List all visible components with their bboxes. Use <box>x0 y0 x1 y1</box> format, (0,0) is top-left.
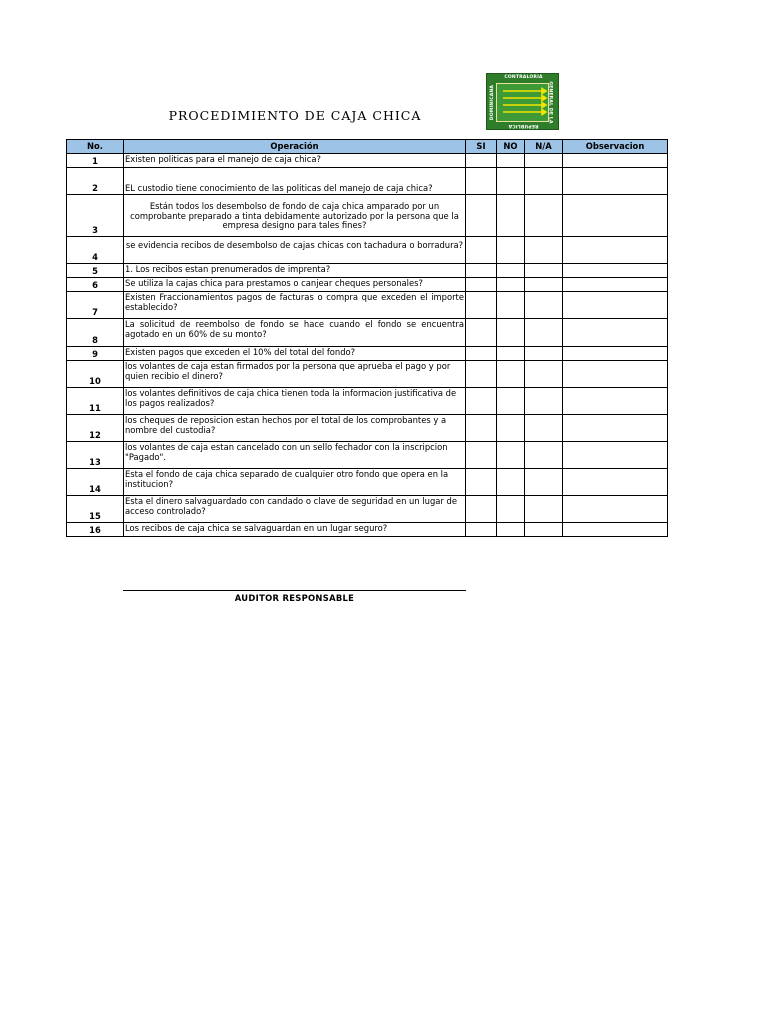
table-row <box>67 319 668 347</box>
na-cell[interactable] <box>525 292 563 319</box>
si-cell[interactable] <box>466 292 497 319</box>
row-number: 6 <box>67 278 124 292</box>
observacion-cell[interactable] <box>563 388 668 415</box>
na-cell[interactable] <box>525 469 563 496</box>
contraloria-logo <box>486 73 559 130</box>
si-cell[interactable] <box>466 523 497 537</box>
observacion-cell[interactable] <box>563 347 668 361</box>
observacion-cell[interactable] <box>563 237 668 264</box>
row-operation: los volantes definitivos de caja chica tienen toda la informacion justificativa de los pagos realizados? <box>124 388 466 415</box>
observacion-cell[interactable] <box>563 154 668 168</box>
row-number: 15 <box>67 496 124 523</box>
row-number: 4 <box>67 237 124 264</box>
no-cell[interactable] <box>497 278 525 292</box>
header-na: N/A <box>525 140 563 154</box>
observacion-cell[interactable] <box>563 278 668 292</box>
observacion-cell[interactable] <box>563 469 668 496</box>
na-cell[interactable] <box>525 442 563 469</box>
table-row <box>67 388 668 415</box>
no-cell[interactable] <box>497 292 525 319</box>
row-number: 13 <box>67 442 124 469</box>
row-operation: Están todos los desembolso de fondo de caja chica amparado por un comprobante preparado a tinta debidamente autorizado por la persona que la empresa designo para tales fines? <box>124 195 466 237</box>
row-operation: se evidencia recibos de desembolso de cajas chicas con tachadura o borradura? <box>124 237 466 264</box>
table-row <box>67 469 668 496</box>
no-cell[interactable] <box>497 264 525 278</box>
row-operation: 1. Los recibos estan prenumerados de imprenta? <box>124 264 466 278</box>
row-number: 2 <box>67 168 124 195</box>
signature-line <box>123 590 466 591</box>
table-row <box>67 264 668 278</box>
table-row <box>67 442 668 469</box>
row-operation: La solicitud de reembolso de fondo se hace cuando el fondo se encuentra agotado en un 60% de su monto? <box>124 319 466 347</box>
no-cell[interactable] <box>497 361 525 388</box>
table-row <box>67 347 668 361</box>
no-cell[interactable] <box>497 168 525 195</box>
row-operation: Existen Fraccionamientos pagos de facturas o compra que exceden el importe establecido? <box>124 292 466 319</box>
observacion-cell[interactable] <box>563 523 668 537</box>
row-number: 9 <box>67 347 124 361</box>
header-si: SI <box>466 140 497 154</box>
na-cell[interactable] <box>525 195 563 237</box>
no-cell[interactable] <box>497 195 525 237</box>
observacion-cell[interactable] <box>563 496 668 523</box>
observacion-cell[interactable] <box>563 319 668 347</box>
si-cell[interactable] <box>466 168 497 195</box>
no-cell[interactable] <box>497 523 525 537</box>
row-number: 12 <box>67 415 124 442</box>
si-cell[interactable] <box>466 442 497 469</box>
logo-text-bottom: REPUBLICA <box>508 123 539 128</box>
na-cell[interactable] <box>525 154 563 168</box>
row-number: 11 <box>67 388 124 415</box>
table-row <box>67 168 668 195</box>
si-cell[interactable] <box>466 237 497 264</box>
na-cell[interactable] <box>525 237 563 264</box>
no-cell[interactable] <box>497 347 525 361</box>
observacion-cell[interactable] <box>563 195 668 237</box>
si-cell[interactable] <box>466 415 497 442</box>
row-number: 8 <box>67 319 124 347</box>
no-cell[interactable] <box>497 319 525 347</box>
na-cell[interactable] <box>525 347 563 361</box>
na-cell[interactable] <box>525 168 563 195</box>
row-number: 1 <box>67 154 124 168</box>
document-title: PROCEDIMIENTO DE CAJA CHICA <box>168 108 422 123</box>
row-number: 10 <box>67 361 124 388</box>
si-cell[interactable] <box>466 496 497 523</box>
observacion-cell[interactable] <box>563 168 668 195</box>
table-row <box>67 154 668 168</box>
row-operation: EL custodio tiene conocimiento de las politicas del manejo de caja chica? <box>124 168 466 195</box>
na-cell[interactable] <box>525 496 563 523</box>
observacion-cell[interactable] <box>563 442 668 469</box>
no-cell[interactable] <box>497 237 525 264</box>
header-no: No. <box>67 140 124 154</box>
si-cell[interactable] <box>466 347 497 361</box>
si-cell[interactable] <box>466 469 497 496</box>
table-row <box>67 496 668 523</box>
row-operation: los volantes de caja estan firmados por la persona que aprueba el pago y por quien recibio el dinero? <box>124 361 466 388</box>
logo-text-left: DOMINICANA <box>490 84 496 121</box>
row-operation: los cheques de reposicion estan hechos por el total de los comprobantes y a nombre del custodia? <box>124 415 466 442</box>
na-cell[interactable] <box>525 388 563 415</box>
no-cell[interactable] <box>497 442 525 469</box>
row-number: 5 <box>67 264 124 278</box>
observacion-cell[interactable] <box>563 292 668 319</box>
no-cell[interactable] <box>497 496 525 523</box>
observacion-cell[interactable] <box>563 361 668 388</box>
no-cell[interactable] <box>497 415 525 442</box>
row-number: 3 <box>67 195 124 237</box>
logo-text-right: GENERAL DE LA <box>547 81 553 124</box>
si-cell[interactable] <box>466 195 497 237</box>
no-cell[interactable] <box>497 154 525 168</box>
logo-text-top: CONTRALORIA <box>504 75 543 80</box>
si-cell[interactable] <box>466 319 497 347</box>
table-row <box>67 415 668 442</box>
no-cell[interactable] <box>497 469 525 496</box>
table-row <box>67 361 668 388</box>
table-header-row <box>67 140 668 154</box>
si-cell[interactable] <box>466 278 497 292</box>
table-row <box>67 237 668 264</box>
si-cell[interactable] <box>466 154 497 168</box>
row-operation: Se utiliza la cajas chica para prestamos o canjear cheques personales? <box>124 278 466 292</box>
row-number: 7 <box>67 292 124 319</box>
na-cell[interactable] <box>525 415 563 442</box>
si-cell[interactable] <box>466 264 497 278</box>
header-operacion: Operación <box>124 140 466 154</box>
observacion-cell[interactable] <box>563 264 668 278</box>
header-no-answer: NO <box>497 140 525 154</box>
row-operation: Esta el dinero salvaguardado con candado o clave de seguridad en un lugar de acceso controlado? <box>124 496 466 523</box>
row-operation: Existen politicas para el manejo de caja chica? <box>124 154 466 168</box>
row-number: 14 <box>67 469 124 496</box>
table-row <box>67 278 668 292</box>
no-cell[interactable] <box>497 388 525 415</box>
row-number: 16 <box>67 523 124 537</box>
si-cell[interactable] <box>466 388 497 415</box>
row-operation: Los recibos de caja chica se salvaguardan en un lugar seguro? <box>124 523 466 537</box>
table-row <box>67 195 668 237</box>
row-operation: los volantes de caja estan cancelado con un sello fechador con la inscripcion "Pagado". <box>124 442 466 469</box>
table-row <box>67 523 668 537</box>
si-cell[interactable] <box>466 361 497 388</box>
na-cell[interactable] <box>525 523 563 537</box>
row-operation: Esta el fondo de caja chica separado de cualquier otro fondo que opera en la institucion? <box>124 469 466 496</box>
na-cell[interactable] <box>525 361 563 388</box>
checklist-table <box>66 139 668 537</box>
row-operation: Existen pagos que exceden el 10% del total del fondo? <box>124 347 466 361</box>
na-cell[interactable] <box>525 319 563 347</box>
signature-label: AUDITOR RESPONSABLE <box>234 593 355 603</box>
header-observacion: Observacion <box>563 140 668 154</box>
table-row <box>67 292 668 319</box>
na-cell[interactable] <box>525 264 563 278</box>
observacion-cell[interactable] <box>563 415 668 442</box>
na-cell[interactable] <box>525 278 563 292</box>
